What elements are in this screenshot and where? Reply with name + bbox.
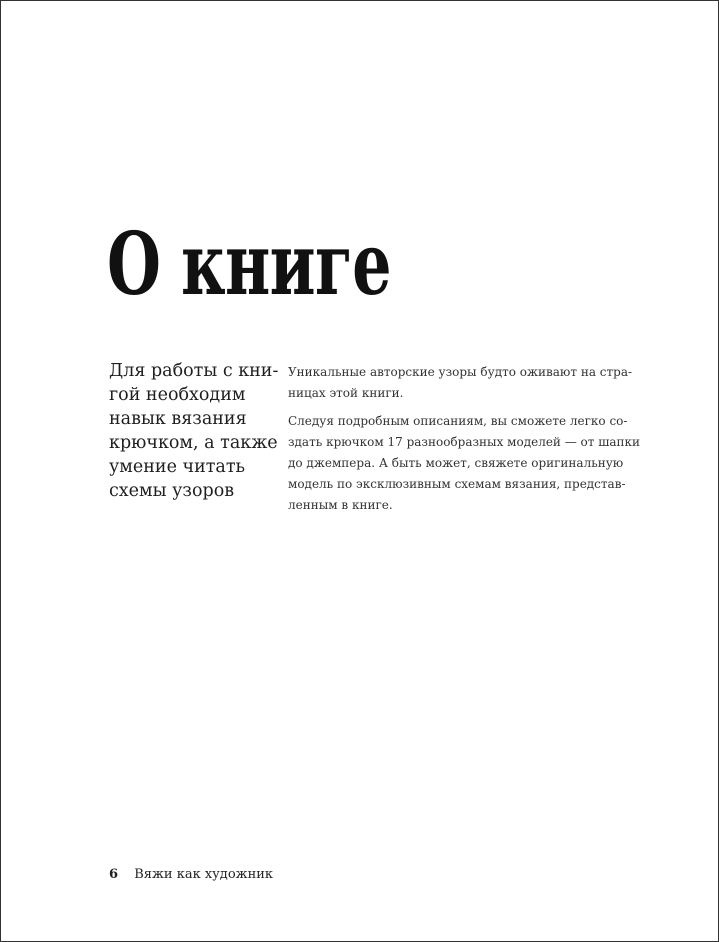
text-line: Следуя подробным описаниям, вы сможете легко со- [288,414,628,428]
text-line: ленным в книге. [288,498,393,512]
lead-line: крючком, а также [109,433,278,453]
page-footer [109,867,273,882]
text-line: модель по эксклюзивным схемам вязания, представ- [288,477,626,491]
lead-line: гой необходим [109,385,246,405]
text-line: здать крючком 17 разнообразных моделей — от шапки [288,435,641,449]
lead-line: умение читать [109,457,246,477]
paragraph [288,362,633,404]
lead-line: Для работы с кни- [109,361,279,381]
text-line: Уникальные авторские узоры будто оживают на стра- [288,365,633,379]
paragraph [288,411,641,516]
body-text [288,362,641,523]
text-line: ницах этой книги. [288,386,404,400]
lead-line: схемы узоров [109,481,235,501]
page-number: 6 [109,867,119,882]
lead-line: навык вязания [109,409,247,429]
lead-text [109,359,279,503]
page-title: О книге [107,214,391,315]
text-line: до джемпера. А быть может, свяжете оригинальную [288,456,624,470]
running-title: Вяжи как художник [134,867,274,882]
